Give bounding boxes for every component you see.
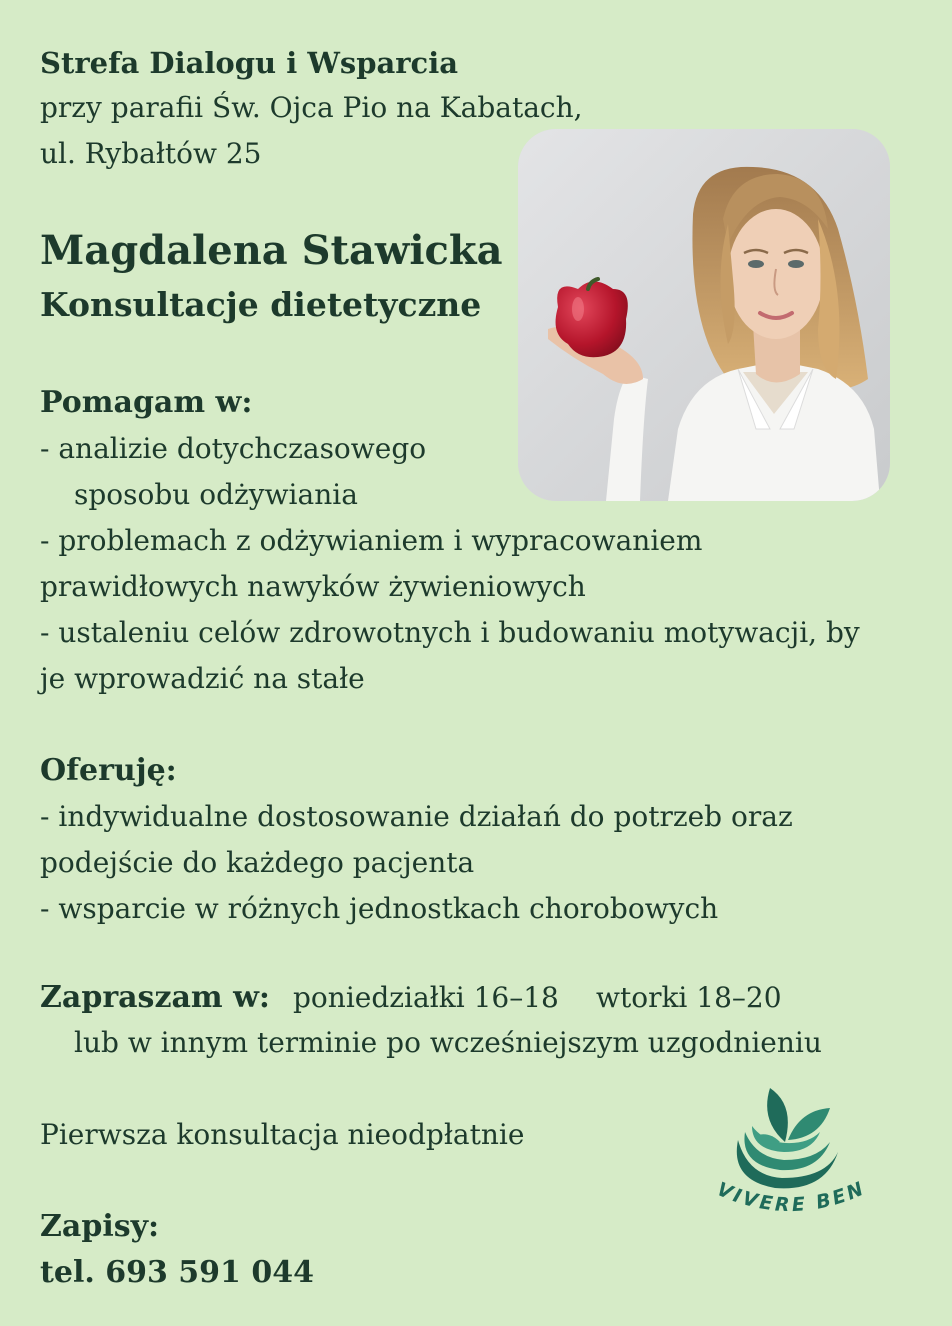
schedule-label: Zapraszam w: (40, 980, 271, 1015)
offer-heading: Oferuję: (40, 753, 177, 788)
offer-line: - indywidualne dostosowanie działań do potrzeb oraz (40, 800, 793, 833)
schedule-tuesday: wtorki 18–20 (596, 981, 782, 1014)
signup-heading: Zapisy: (40, 1209, 160, 1244)
help-line: - ustaleniu celów zdrowotnych i budowaniu motywacji, by (40, 616, 860, 649)
service-title: Konsultacje dietetyczne (40, 285, 482, 324)
help-line: - analizie dotychczasowego (40, 432, 427, 465)
schedule (40, 975, 782, 1021)
logo-text: VIVERE BEN (713, 1176, 870, 1217)
leaf-bowl-logo-icon (700, 1080, 880, 1240)
person-name: Magdalena Stawicka (40, 227, 503, 274)
offer-line: - wsparcie w różnych jednostkach chorobowych (40, 892, 719, 925)
schedule-monday: poniedziałki 16–18 (293, 981, 559, 1014)
help-line: - problemach z odżywianiem i wypracowaniem (40, 524, 703, 557)
organization-address: ul. Rybałtów 25 (40, 137, 262, 170)
signup-phone: tel. 693 591 044 (40, 1255, 314, 1290)
help-line: sposobu odżywiania (74, 478, 358, 511)
help-line: prawidłowych nawyków żywieniowych (40, 570, 586, 603)
help-heading: Pomagam w: (40, 385, 253, 420)
help-line: je wprowadzić na stałe (40, 662, 365, 695)
free-consultation-note: Pierwsza konsultacja nieodpłatnie (40, 1118, 525, 1151)
organization-parish: przy parafii Św. Ojca Pio na Kabatach, (40, 91, 583, 124)
vivere-bene-logo (700, 1080, 880, 1240)
portrait-photo (518, 129, 890, 501)
organization-name: Strefa Dialogu i Wsparcia (40, 46, 459, 80)
schedule-note: lub w innym terminie po wcześniejszym uzgodnieniu (74, 1026, 822, 1059)
offer-line: podejście do każdego pacjenta (40, 846, 475, 879)
